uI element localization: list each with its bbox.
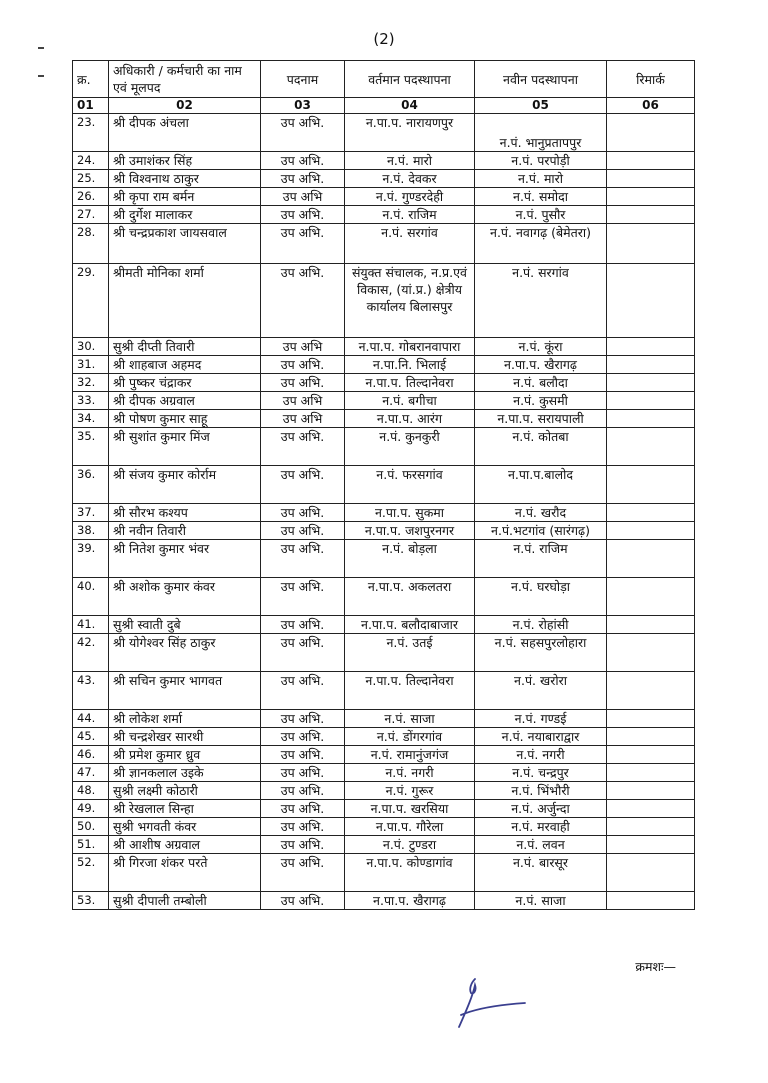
row-new-posting: न.पं. खरौद	[475, 504, 607, 522]
table-row	[73, 338, 695, 356]
col-num: 06	[607, 98, 695, 114]
row-serial: 39.	[73, 540, 109, 578]
row-name: श्री पुष्कर चंद्राकर	[109, 374, 261, 392]
row-remark	[607, 672, 695, 710]
row-serial: 33.	[73, 392, 109, 410]
row-post: उप अभि.	[261, 746, 345, 764]
table-row	[73, 672, 695, 710]
margin-mark	[38, 75, 44, 77]
column-number-row	[73, 98, 695, 114]
row-new-posting: न.पं. भानुप्रतापपुर	[475, 114, 607, 152]
row-name: श्री आशीष अग्रवाल	[109, 836, 261, 854]
row-new-posting: न.पं. कोतबा	[475, 428, 607, 466]
row-name: सुश्री दीप्ती तिवारी	[109, 338, 261, 356]
page-number: (2)	[373, 30, 395, 48]
table-body	[73, 114, 695, 910]
row-post: उप अभि.	[261, 114, 345, 152]
row-remark	[607, 392, 695, 410]
row-name: सुश्री भगवती कंवर	[109, 818, 261, 836]
row-name: श्री नवीन तिवारी	[109, 522, 261, 540]
row-new-posting: न.पं. मारो	[475, 170, 607, 188]
header-row	[73, 61, 695, 98]
row-serial: 27.	[73, 206, 109, 224]
row-remark	[607, 818, 695, 836]
row-new-posting: न.पं. नगरी	[475, 746, 607, 764]
row-serial: 36.	[73, 466, 109, 504]
col-num: 02	[109, 98, 261, 114]
row-current-posting: न.पं. मारो	[345, 152, 475, 170]
row-current-posting: न.पं. उतई	[345, 634, 475, 672]
row-remark	[607, 540, 695, 578]
row-serial: 47.	[73, 764, 109, 782]
row-post: उप अभि.	[261, 374, 345, 392]
row-serial: 35.	[73, 428, 109, 466]
row-post: उप अभि.	[261, 522, 345, 540]
row-post: उप अभि	[261, 338, 345, 356]
row-remark	[607, 356, 695, 374]
row-post: उप अभि	[261, 392, 345, 410]
row-remark	[607, 152, 695, 170]
table-row	[73, 746, 695, 764]
row-serial: 30.	[73, 338, 109, 356]
row-new-posting: न.पा.प. खैरागढ़	[475, 356, 607, 374]
row-post: उप अभि.	[261, 428, 345, 466]
table-row	[73, 836, 695, 854]
row-post: उप अभि.	[261, 836, 345, 854]
row-post: उप अभि.	[261, 264, 345, 338]
row-new-posting: न.पं. गण्डई	[475, 710, 607, 728]
row-current-posting: न.पा.प. आरंग	[345, 410, 475, 428]
row-name: श्री अशोक कुमार कंवर	[109, 578, 261, 616]
row-name: श्री प्रमेश कुमार ध्रुव	[109, 746, 261, 764]
row-post: उप अभि.	[261, 818, 345, 836]
table-row	[73, 578, 695, 616]
row-current-posting: न.पं. रामानुंजगंज	[345, 746, 475, 764]
table-row	[73, 224, 695, 264]
row-name: श्री दुर्गेश मालाकर	[109, 206, 261, 224]
col-num: 01	[73, 98, 109, 114]
row-post: उप अभि.	[261, 710, 345, 728]
row-serial: 51.	[73, 836, 109, 854]
row-new-posting: न.पं. पुसौर	[475, 206, 607, 224]
row-new-posting: न.पं. रोहांसी	[475, 616, 607, 634]
row-current-posting: न.पं. डोंगरगांव	[345, 728, 475, 746]
row-serial: 24.	[73, 152, 109, 170]
row-name: सुश्री दीपाली तम्बोली	[109, 892, 261, 910]
table-row	[73, 428, 695, 466]
row-remark	[607, 746, 695, 764]
row-serial: 46.	[73, 746, 109, 764]
row-post: उप अभि	[261, 188, 345, 206]
table-row	[73, 522, 695, 540]
table-row	[73, 188, 695, 206]
row-name: श्री शाहबाज अहमद	[109, 356, 261, 374]
row-current-posting: न.पं. कुनकुरी	[345, 428, 475, 466]
row-new-posting: न.पं.भटगांव (सारंगढ़)	[475, 522, 607, 540]
row-new-posting: न.पं. साजा	[475, 892, 607, 910]
row-current-posting: न.पं. नगरी	[345, 764, 475, 782]
row-new-posting: न.पं. कुसमी	[475, 392, 607, 410]
row-remark	[607, 782, 695, 800]
row-name: सुश्री स्वाती दुबे	[109, 616, 261, 634]
row-current-posting: न.पा.नि. भिलाई	[345, 356, 475, 374]
row-name: श्री सचिन कुमार भागवत	[109, 672, 261, 710]
row-serial: 50.	[73, 818, 109, 836]
row-current-posting: न.पा.प. खरसिया	[345, 800, 475, 818]
table-row	[73, 818, 695, 836]
row-name: सुश्री लक्ष्मी कोठारी	[109, 782, 261, 800]
table-row	[73, 114, 695, 152]
row-post: उप अभि.	[261, 152, 345, 170]
table-row	[73, 854, 695, 892]
row-post: उप अभि.	[261, 634, 345, 672]
row-current-posting: न.पं. बोड़ला	[345, 540, 475, 578]
row-current-posting: न.पं. फरसगांव	[345, 466, 475, 504]
row-current-posting: न.पं. साजा	[345, 710, 475, 728]
row-new-posting: न.पं. बलौदा	[475, 374, 607, 392]
row-serial: 25.	[73, 170, 109, 188]
row-post: उप अभि.	[261, 616, 345, 634]
row-name: श्री संजय कुमार कोर्राम	[109, 466, 261, 504]
row-remark	[607, 206, 695, 224]
header-sn: क्र.	[73, 61, 109, 98]
continued-note: क्रमशः—	[635, 959, 676, 974]
table-row	[73, 892, 695, 910]
row-serial: 40.	[73, 578, 109, 616]
row-name: श्री पोषण कुमार साहू	[109, 410, 261, 428]
row-name: श्री नितेश कुमार भंवर	[109, 540, 261, 578]
row-current-posting: न.पं. गुण्डरदेही	[345, 188, 475, 206]
row-current-posting: न.पा.प. नारायणपुर	[345, 114, 475, 152]
row-remark	[607, 504, 695, 522]
row-remark	[607, 374, 695, 392]
row-remark	[607, 428, 695, 466]
row-new-posting: न.पा.प.बालोद	[475, 466, 607, 504]
row-current-posting: न.पा.प. गौरेला	[345, 818, 475, 836]
row-post: उप अभि.	[261, 504, 345, 522]
row-remark	[607, 710, 695, 728]
row-remark	[607, 522, 695, 540]
col-num: 04	[345, 98, 475, 114]
row-remark	[607, 616, 695, 634]
row-name: श्री रेखलाल सिन्हा	[109, 800, 261, 818]
row-current-posting: न.पा.प. बलौदाबाजार	[345, 616, 475, 634]
table-row	[73, 764, 695, 782]
row-remark	[607, 578, 695, 616]
row-remark	[607, 800, 695, 818]
row-serial: 52.	[73, 854, 109, 892]
row-new-posting: न.पं. खरोरा	[475, 672, 607, 710]
row-serial: 45.	[73, 728, 109, 746]
row-serial: 38.	[73, 522, 109, 540]
col-num: 05	[475, 98, 607, 114]
row-remark	[607, 224, 695, 264]
table-row	[73, 264, 695, 338]
row-serial: 31.	[73, 356, 109, 374]
row-serial: 53.	[73, 892, 109, 910]
table-row	[73, 616, 695, 634]
row-serial: 41.	[73, 616, 109, 634]
row-current-posting: न.पा.प. सुकमा	[345, 504, 475, 522]
row-name: श्री गिरजा शंकर परते	[109, 854, 261, 892]
table-row	[73, 206, 695, 224]
row-current-posting: न.पं. टुण्डरा	[345, 836, 475, 854]
row-serial: 49.	[73, 800, 109, 818]
row-current-posting: न.पं. देवकर	[345, 170, 475, 188]
table-row	[73, 374, 695, 392]
row-remark	[607, 170, 695, 188]
row-post: उप अभि.	[261, 356, 345, 374]
row-serial: 48.	[73, 782, 109, 800]
margin-mark	[38, 47, 44, 49]
row-name: श्री उमाशंकर सिंह	[109, 152, 261, 170]
row-current-posting: न.पं. सरगांव	[345, 224, 475, 264]
row-remark	[607, 264, 695, 338]
table-row	[73, 728, 695, 746]
table-row	[73, 504, 695, 522]
row-post: उप अभि.	[261, 672, 345, 710]
row-serial: 44.	[73, 710, 109, 728]
row-name: श्री कृपा राम बर्मन	[109, 188, 261, 206]
table-row	[73, 800, 695, 818]
row-current-posting: संयुक्त संचालक, न.प्र.एवं विकास, (यां.प्र.) क्षेत्रीय कार्यालय बिलासपुर	[345, 264, 475, 338]
row-current-posting: न.पा.प. गोबरानवापारा	[345, 338, 475, 356]
row-post: उप अभि.	[261, 800, 345, 818]
row-name: श्री सुशांत कुमार मिंज	[109, 428, 261, 466]
row-current-posting: न.पा.प. अकलतरा	[345, 578, 475, 616]
row-new-posting: न.पं. लवन	[475, 836, 607, 854]
row-post: उप अभि.	[261, 728, 345, 746]
row-post: उप अभि.	[261, 206, 345, 224]
row-new-posting: न.पं. भिंभौरी	[475, 782, 607, 800]
row-remark	[607, 338, 695, 356]
row-post: उप अभि.	[261, 764, 345, 782]
header-name: अधिकारी / कर्मचारी का नाम एवं मूलपद	[109, 61, 261, 98]
row-name: श्री सौरभ कश्यप	[109, 504, 261, 522]
row-name: श्री विश्वनाथ ठाकुर	[109, 170, 261, 188]
row-name: श्री लोकेश शर्मा	[109, 710, 261, 728]
row-current-posting: न.पं. राजिम	[345, 206, 475, 224]
header-current-posting: वर्तमान पदस्थापना	[345, 61, 475, 98]
table-row	[73, 392, 695, 410]
row-serial: 29.	[73, 264, 109, 338]
header-post: पदनाम	[261, 61, 345, 98]
table-row	[73, 410, 695, 428]
row-remark	[607, 466, 695, 504]
header-remark: रिमार्क	[607, 61, 695, 98]
row-new-posting: न.पं. परपोड़ी	[475, 152, 607, 170]
row-current-posting: न.पा.प. तिल्दानेवरा	[345, 672, 475, 710]
row-post: उप अभि.	[261, 170, 345, 188]
row-serial: 37.	[73, 504, 109, 522]
transfer-table	[72, 60, 695, 910]
row-name: श्री योगेश्वर सिंह ठाकुर	[109, 634, 261, 672]
row-serial: 32.	[73, 374, 109, 392]
row-current-posting: न.पं. गुरूर	[345, 782, 475, 800]
row-post: उप अभि.	[261, 540, 345, 578]
row-new-posting: न.पं. घरघोड़ा	[475, 578, 607, 616]
row-remark	[607, 188, 695, 206]
row-remark	[607, 854, 695, 892]
row-new-posting: न.पं. मरवाही	[475, 818, 607, 836]
table-row	[73, 782, 695, 800]
row-name: श्री चन्द्रशेखर सारथी	[109, 728, 261, 746]
row-name: श्री ज्ञानकलाल उइके	[109, 764, 261, 782]
row-remark	[607, 634, 695, 672]
row-remark	[607, 114, 695, 152]
row-current-posting: न.पं. बगीचा	[345, 392, 475, 410]
row-post: उप अभि.	[261, 224, 345, 264]
table-row	[73, 466, 695, 504]
row-current-posting: न.पा.प. कोण्डागांव	[345, 854, 475, 892]
table-row	[73, 356, 695, 374]
row-current-posting: न.पा.प. तिल्दानेवरा	[345, 374, 475, 392]
row-name: श्री दीपक अंचला	[109, 114, 261, 152]
table-row	[73, 634, 695, 672]
row-post: उप अभि	[261, 410, 345, 428]
table-row	[73, 152, 695, 170]
row-new-posting: न.पं. चन्द्रपुर	[475, 764, 607, 782]
row-serial: 42.	[73, 634, 109, 672]
table-row	[73, 170, 695, 188]
table-row	[73, 540, 695, 578]
row-new-posting: न.पं. नवागढ़ (बेमेतरा)	[475, 224, 607, 264]
signature	[445, 975, 535, 1035]
row-post: उप अभि.	[261, 892, 345, 910]
row-post: उप अभि.	[261, 782, 345, 800]
table-row	[73, 710, 695, 728]
row-serial: 23.	[73, 114, 109, 152]
row-remark	[607, 892, 695, 910]
row-remark	[607, 836, 695, 854]
row-name: श्री चन्द्रप्रकाश जायसवाल	[109, 224, 261, 264]
row-current-posting: न.पा.प. खैरागढ़	[345, 892, 475, 910]
header-new-posting: नवीन पदस्थापना	[475, 61, 607, 98]
row-new-posting: न.पं. बारसूर	[475, 854, 607, 892]
row-serial: 34.	[73, 410, 109, 428]
row-serial: 28.	[73, 224, 109, 264]
row-name: श्रीमती मोनिका शर्मा	[109, 264, 261, 338]
row-new-posting: न.पं. कूंरा	[475, 338, 607, 356]
row-serial: 26.	[73, 188, 109, 206]
row-remark	[607, 410, 695, 428]
row-new-posting: न.पं. समोदा	[475, 188, 607, 206]
row-post: उप अभि.	[261, 578, 345, 616]
row-new-posting: न.पं. अर्जुन्दा	[475, 800, 607, 818]
row-new-posting: न.पं. सहसपुरलोहारा	[475, 634, 607, 672]
row-new-posting: न.पा.प. सरायपाली	[475, 410, 607, 428]
row-new-posting: न.पं. सरगांव	[475, 264, 607, 338]
row-remark	[607, 764, 695, 782]
row-new-posting: न.पं. नयाबाराद्वार	[475, 728, 607, 746]
row-serial: 43.	[73, 672, 109, 710]
row-new-posting: न.पं. राजिम	[475, 540, 607, 578]
row-remark	[607, 728, 695, 746]
row-name: श्री दीपक अग्रवाल	[109, 392, 261, 410]
row-post: उप अभि.	[261, 466, 345, 504]
row-post: उप अभि.	[261, 854, 345, 892]
row-current-posting: न.पा.प. जशपुरनगर	[345, 522, 475, 540]
col-num: 03	[261, 98, 345, 114]
